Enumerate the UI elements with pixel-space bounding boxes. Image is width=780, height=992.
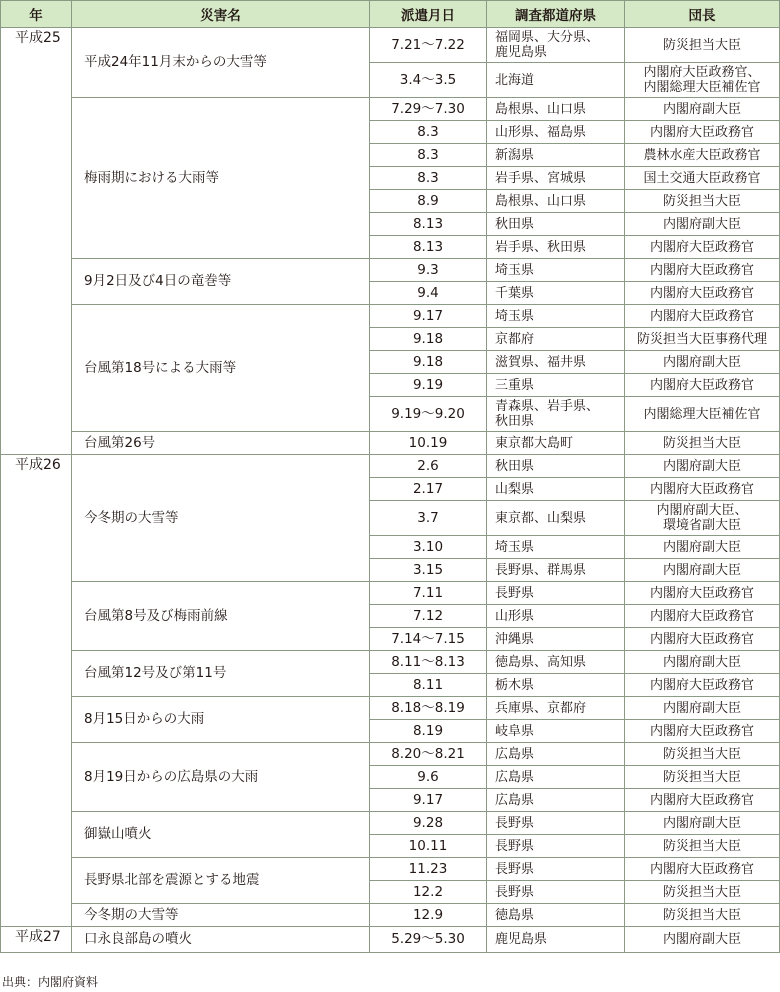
table-row [1, 98, 780, 121]
prefecture-cell: 秋田県 [487, 213, 625, 236]
leader-cell: 防災担当大臣 [625, 835, 780, 858]
prefecture-cell: 東京都大島町 [487, 432, 625, 455]
prefecture-cell: 長野県 [487, 582, 625, 605]
leader-cell: 防災担当大臣 [625, 190, 780, 213]
header-prefecture: 調査都道府県 [487, 1, 625, 28]
prefecture-cell: 広島県 [487, 743, 625, 766]
prefecture-cell: 島根県、山口県 [487, 98, 625, 121]
dispatch-date-cell: 8.20～8.21 [370, 743, 487, 766]
prefecture-cell: 徳島県 [487, 904, 625, 927]
dispatch-date-cell: 2.17 [370, 478, 487, 501]
dispatch-date-cell: 10.11 [370, 835, 487, 858]
header-dispatch-date: 派遣月日 [370, 1, 487, 28]
leader-cell: 防災担当大臣 [625, 432, 780, 455]
dispatch-date-cell: 9.3 [370, 259, 487, 282]
table-row [1, 28, 780, 63]
dispatch-date-cell: 8.11 [370, 674, 487, 697]
leader-cell: 防災担当大臣 [625, 743, 780, 766]
leader-cell: 内閣府大臣政務官 [625, 605, 780, 628]
disaster-name-cell: 8月19日からの広島県の大雨 [72, 743, 370, 812]
dispatch-date-cell: 12.2 [370, 881, 487, 904]
leader-cell: 内閣府副大臣 [625, 651, 780, 674]
dispatch-date-cell: 8.19 [370, 720, 487, 743]
prefecture-cell: 青森県、岩手県、 秋田県 [487, 397, 625, 432]
dispatch-date-cell: 8.3 [370, 167, 487, 190]
disaster-name-cell: 梅雨期における大雨等 [72, 98, 370, 259]
dispatch-date-cell: 9.17 [370, 789, 487, 812]
leader-cell: 防災担当大臣 [625, 28, 780, 63]
dispatch-date-cell: 3.15 [370, 559, 487, 582]
dispatch-date-cell: 7.11 [370, 582, 487, 605]
dispatch-date-cell: 7.14～7.15 [370, 628, 487, 651]
table-row [1, 904, 780, 927]
prefecture-cell: 長野県 [487, 881, 625, 904]
prefecture-cell: 埼玉県 [487, 259, 625, 282]
disaster-name-cell: 台風第12号及び第11号 [72, 651, 370, 697]
dispatch-date-cell: 8.3 [370, 144, 487, 167]
dispatch-date-cell: 7.12 [370, 605, 487, 628]
table-row [1, 743, 780, 766]
table-row [1, 697, 780, 720]
leader-cell: 内閣府大臣政務官 [625, 259, 780, 282]
prefecture-cell: 広島県 [487, 789, 625, 812]
dispatch-date-cell: 8.13 [370, 213, 487, 236]
disaster-name-cell: 長野県北部を震源とする地震 [72, 858, 370, 904]
leader-cell: 内閣府副大臣 [625, 213, 780, 236]
disaster-name-cell: 台風第18号による大雨等 [72, 305, 370, 432]
prefecture-cell: 栃木県 [487, 674, 625, 697]
dispatch-date-cell: 7.21～7.22 [370, 28, 487, 63]
prefecture-cell: 埼玉県 [487, 536, 625, 559]
disaster-name-cell: 台風第26号 [72, 432, 370, 455]
dispatch-date-cell: 9.6 [370, 766, 487, 789]
table-row [1, 858, 780, 881]
prefecture-cell: 埼玉県 [487, 305, 625, 328]
table-row [1, 259, 780, 282]
leader-cell: 内閣府大臣政務官 [625, 305, 780, 328]
leader-cell: 内閣府副大臣 [625, 536, 780, 559]
leader-cell: 内閣府副大臣 [625, 559, 780, 582]
disaster-name-cell: 台風第8号及び梅雨前線 [72, 582, 370, 651]
disaster-name-cell: 平成24年11月末からの大雪等 [72, 28, 370, 98]
leader-cell: 内閣府大臣政務官 [625, 121, 780, 144]
prefecture-cell: 秋田県 [487, 455, 625, 478]
prefecture-cell: 長野県 [487, 812, 625, 835]
dispatch-date-cell: 8.18～8.19 [370, 697, 487, 720]
disaster-name-cell: 今冬期の大雪等 [72, 455, 370, 582]
prefecture-cell: 山形県、福島県 [487, 121, 625, 144]
dispatch-date-cell: 9.28 [370, 812, 487, 835]
dispatch-date-cell: 7.29～7.30 [370, 98, 487, 121]
prefecture-cell: 福岡県、大分県、 鹿児島県 [487, 28, 625, 63]
leader-cell: 内閣府大臣政務官 [625, 236, 780, 259]
table-row [1, 455, 780, 478]
disaster-name-cell: 御嶽山噴火 [72, 812, 370, 858]
prefecture-cell: 鹿児島県 [487, 927, 625, 953]
dispatch-date-cell: 8.9 [370, 190, 487, 213]
prefecture-cell: 三重県 [487, 374, 625, 397]
leader-cell: 内閣府大臣政務官、 内閣総理大臣補佐官 [625, 63, 780, 98]
disaster-name-cell: 今冬期の大雪等 [72, 904, 370, 927]
leader-cell: 内閣府大臣政務官 [625, 789, 780, 812]
dispatch-date-cell: 11.23 [370, 858, 487, 881]
prefecture-cell: 岩手県、秋田県 [487, 236, 625, 259]
dispatch-date-cell: 3.10 [370, 536, 487, 559]
prefecture-cell: 長野県 [487, 835, 625, 858]
leader-cell: 内閣府大臣政務官 [625, 674, 780, 697]
leader-cell: 内閣府大臣政務官 [625, 582, 780, 605]
table-row [1, 927, 780, 953]
dispatch-date-cell: 9.19～9.20 [370, 397, 487, 432]
leader-cell: 内閣府副大臣、 環境省副大臣 [625, 501, 780, 536]
prefecture-cell: 沖縄県 [487, 628, 625, 651]
disaster-name-cell: 口永良部島の噴火 [72, 927, 370, 953]
table-row [1, 651, 780, 674]
header-year: 年 [1, 1, 72, 28]
leader-cell: 内閣府大臣政務官 [625, 478, 780, 501]
prefecture-cell: 広島県 [487, 766, 625, 789]
leader-cell: 内閣府副大臣 [625, 927, 780, 953]
table-row [1, 432, 780, 455]
prefecture-cell: 山梨県 [487, 478, 625, 501]
leader-cell: 内閣府大臣政務官 [625, 628, 780, 651]
dispatch-date-cell: 5.29～5.30 [370, 927, 487, 953]
leader-cell: 内閣府副大臣 [625, 351, 780, 374]
prefecture-cell: 千葉県 [487, 282, 625, 305]
prefecture-cell: 長野県 [487, 858, 625, 881]
dispatch-date-cell: 9.18 [370, 328, 487, 351]
dispatch-date-cell: 12.9 [370, 904, 487, 927]
prefecture-cell: 北海道 [487, 63, 625, 98]
dispatch-date-cell: 9.4 [370, 282, 487, 305]
leader-cell: 内閣総理大臣補佐官 [625, 397, 780, 432]
dispatch-date-cell: 2.6 [370, 455, 487, 478]
leader-cell: 内閣府大臣政務官 [625, 858, 780, 881]
prefecture-cell: 徳島県、高知県 [487, 651, 625, 674]
table-row [1, 305, 780, 328]
table-row [1, 582, 780, 605]
leader-cell: 内閣府大臣政務官 [625, 282, 780, 305]
disaster-name-cell: 9月2日及び4日の竜巻等 [72, 259, 370, 305]
leader-cell: 内閣府副大臣 [625, 697, 780, 720]
dispatch-date-cell: 10.19 [370, 432, 487, 455]
prefecture-cell: 京都府 [487, 328, 625, 351]
table-header-row [1, 1, 780, 28]
prefecture-cell: 長野県、群馬県 [487, 559, 625, 582]
dispatch-date-cell: 3.7 [370, 501, 487, 536]
dispatch-date-cell: 8.11～8.13 [370, 651, 487, 674]
leader-cell: 防災担当大臣 [625, 881, 780, 904]
header-disaster-name: 災害名 [72, 1, 370, 28]
prefecture-cell: 岩手県、宮城県 [487, 167, 625, 190]
dispatch-date-cell: 8.13 [370, 236, 487, 259]
year-cell: 平成27 [1, 927, 72, 953]
source-note: 出典：内閣府資料 [2, 975, 99, 989]
leader-cell: 防災担当大臣 [625, 766, 780, 789]
dispatch-date-cell: 9.18 [370, 351, 487, 374]
header-leader: 団長 [625, 1, 780, 28]
prefecture-cell: 兵庫県、京都府 [487, 697, 625, 720]
prefecture-cell: 岐阜県 [487, 720, 625, 743]
leader-cell: 内閣府副大臣 [625, 812, 780, 835]
leader-cell: 内閣府大臣政務官 [625, 374, 780, 397]
leader-cell: 内閣府大臣政務官 [625, 720, 780, 743]
leader-cell: 国土交通大臣政務官 [625, 167, 780, 190]
dispatch-date-cell: 9.17 [370, 305, 487, 328]
prefecture-cell: 東京都、山梨県 [487, 501, 625, 536]
leader-cell: 防災担当大臣事務代理 [625, 328, 780, 351]
disaster-name-cell: 8月15日からの大雨 [72, 697, 370, 743]
dispatch-date-cell: 9.19 [370, 374, 487, 397]
leader-cell: 防災担当大臣 [625, 904, 780, 927]
leader-cell: 内閣府副大臣 [625, 98, 780, 121]
prefecture-cell: 島根県、山口県 [487, 190, 625, 213]
year-cell: 平成25 [1, 28, 72, 455]
prefecture-cell: 滋賀県、福井県 [487, 351, 625, 374]
prefecture-cell: 山形県 [487, 605, 625, 628]
leader-cell: 内閣府副大臣 [625, 455, 780, 478]
dispatch-date-cell: 8.3 [370, 121, 487, 144]
dispatch-date-cell: 3.4～3.5 [370, 63, 487, 98]
year-cell: 平成26 [1, 455, 72, 927]
table-row [1, 812, 780, 835]
leader-cell: 農林水産大臣政務官 [625, 144, 780, 167]
prefecture-cell: 新潟県 [487, 144, 625, 167]
table-body [1, 28, 780, 953]
